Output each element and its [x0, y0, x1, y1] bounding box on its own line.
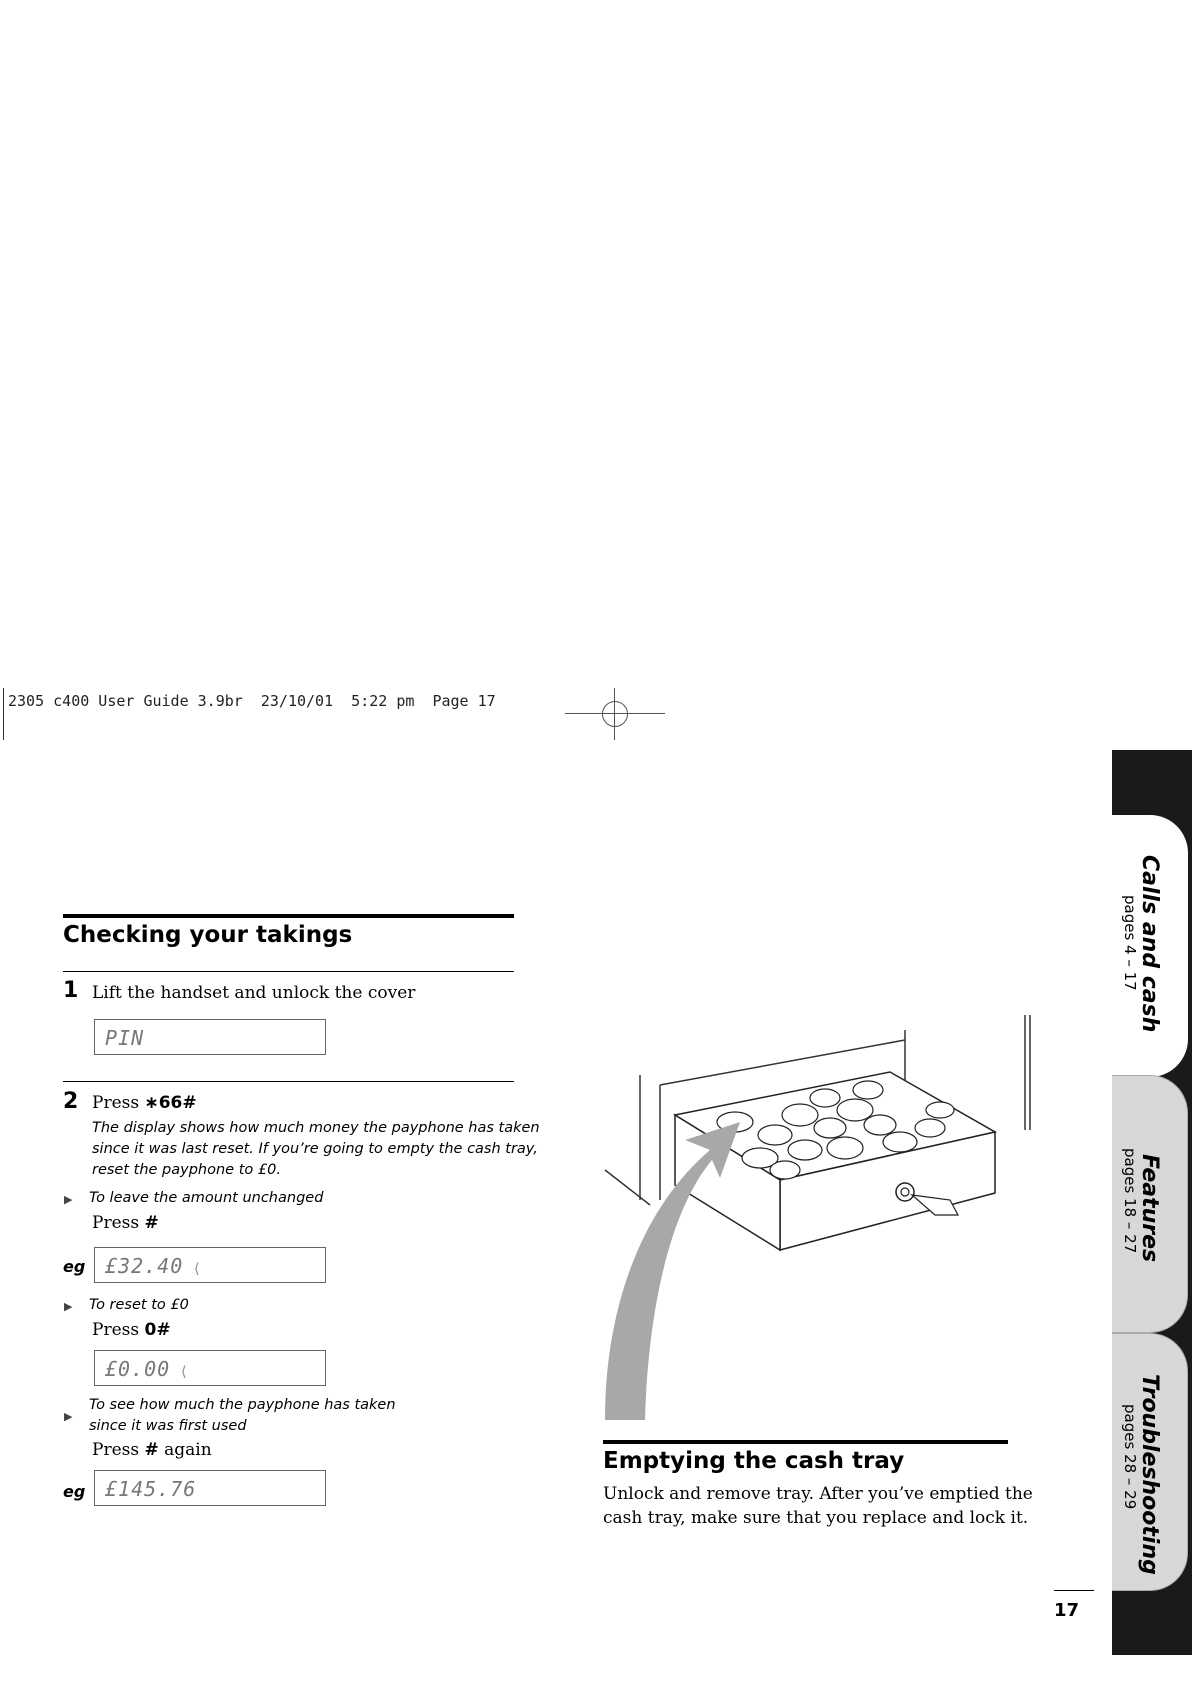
registration-mark	[602, 701, 628, 727]
tab-label	[1121, 1404, 1140, 1509]
key-hash: #	[144, 1213, 159, 1233]
step-number-1: 1	[63, 978, 79, 1003]
page-number: 17	[1054, 1600, 1080, 1621]
option-2-press	[92, 1320, 171, 1340]
option-3-press	[92, 1440, 212, 1460]
flash-marks-icon: ⟨	[170, 1364, 190, 1380]
option-1-press	[92, 1213, 159, 1233]
lcd-display-amount	[94, 1247, 326, 1283]
tab-title: Calls and cash	[1137, 855, 1162, 1033]
key-sequence: 0#	[144, 1320, 171, 1340]
step-1-text: Lift the handset and unlock the cover	[92, 983, 416, 1003]
tab-title: Troubleshooting	[1137, 1374, 1162, 1575]
bullet-arrow-icon: ▶	[64, 1410, 73, 1423]
example-label: eg	[63, 1257, 86, 1276]
press-label: Press	[92, 1440, 140, 1460]
lcd-text: £32.40	[105, 1254, 184, 1278]
tab-calls-and-cash[interactable]	[1112, 815, 1188, 1077]
step-2-press	[92, 1093, 197, 1113]
text-line: Unlock and remove tray. After you’ve emptied the	[603, 1484, 1033, 1504]
tab-pages: pages 4 – 17	[1121, 895, 1139, 991]
press-label: Press	[92, 1213, 140, 1233]
lcd-text: £145.76	[105, 1477, 197, 1501]
option-2-instruction: To reset to £0	[89, 1297, 189, 1313]
tab-pages: pages 18 – 27	[1121, 1148, 1139, 1254]
tab-label	[1137, 1374, 1162, 1575]
step-number-2: 2	[63, 1089, 79, 1114]
page-number-rule	[1054, 1590, 1094, 1591]
key-hash: #	[144, 1440, 159, 1460]
section-title-emptying: Emptying the cash tray	[603, 1448, 905, 1474]
bullet-arrow-icon: ▶	[64, 1300, 73, 1313]
divider	[63, 971, 514, 972]
tab-title: Features	[1137, 1154, 1162, 1263]
slug-line: 2305 c400 User Guide 3.9br 23/10/01 5:22 pm Page 17	[8, 692, 496, 710]
note-line: reset the payphone to £0.	[92, 1162, 281, 1178]
example-label: eg	[63, 1482, 86, 1501]
divider	[63, 1081, 514, 1082]
crop-mark-left	[3, 688, 4, 740]
cash-tray-illustration	[600, 1010, 1040, 1430]
tab-pages: pages 28 – 29	[1121, 1404, 1139, 1510]
lcd-text: £0.00	[105, 1357, 171, 1381]
tab-troubleshooting[interactable]	[1112, 1333, 1188, 1591]
tab-label	[1137, 1154, 1162, 1262]
text-line: cash tray, make sure that you replace and lock it.	[603, 1508, 1029, 1528]
emptying-text	[603, 1482, 1033, 1530]
section-title-checking: Checking your takings	[63, 922, 353, 948]
flash-marks-icon: ⟨	[183, 1261, 203, 1277]
instruction-line: To see how much the payphone has taken	[89, 1397, 396, 1413]
option-1-instruction: To leave the amount unchanged	[89, 1190, 324, 1206]
press-label: Press	[92, 1320, 140, 1340]
press-suffix: again	[164, 1440, 212, 1460]
section-rule-top	[603, 1440, 1008, 1444]
lcd-text: PIN	[105, 1026, 145, 1050]
option-3-instruction	[89, 1395, 396, 1437]
lcd-display-total	[94, 1470, 326, 1506]
note-line: The display shows how much money the payphone has taken	[92, 1120, 540, 1136]
tab-label	[1137, 855, 1162, 1032]
key-sequence: ∗66#	[144, 1093, 197, 1113]
step-2-note	[92, 1118, 540, 1181]
note-line: since it was last reset. If you’re going to empty the cash tray,	[92, 1141, 538, 1157]
instruction-line: since it was first used	[89, 1418, 247, 1434]
lcd-display-pin	[94, 1019, 326, 1055]
lcd-display-reset	[94, 1350, 326, 1386]
tab-features[interactable]	[1112, 1075, 1188, 1333]
tab-label	[1121, 895, 1140, 991]
bullet-arrow-icon: ▶	[64, 1193, 73, 1206]
section-rule-top	[63, 914, 514, 918]
press-label: Press	[92, 1093, 140, 1113]
tab-label	[1121, 1148, 1140, 1253]
